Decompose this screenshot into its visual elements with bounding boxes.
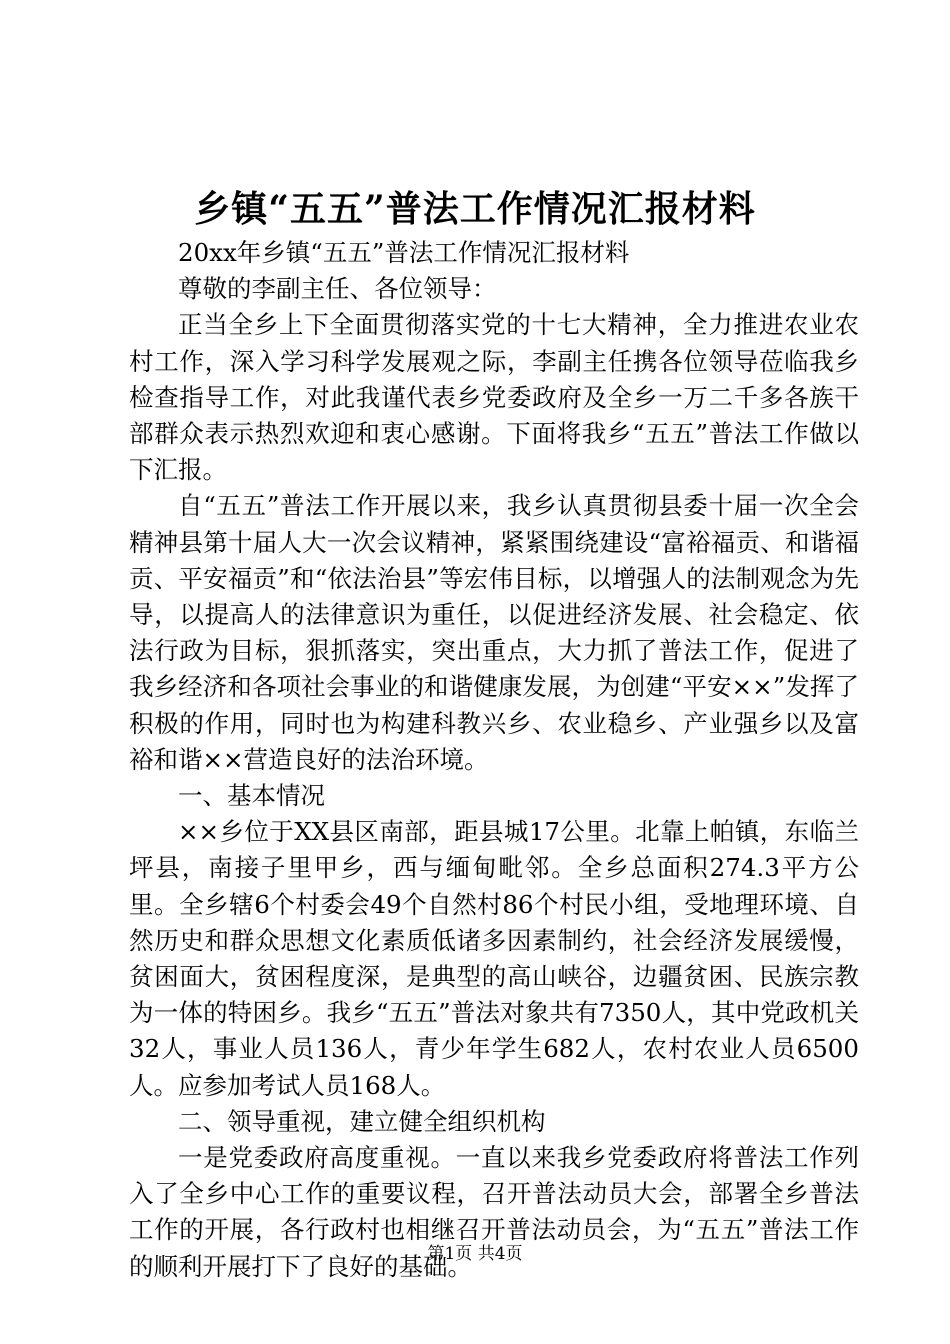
paragraph-intro: 正当全乡上下全面贯彻落实党的十七大精神，全力推进农业农村工作，深入学习科学发展观之际，李副主任携各位领导莅临我乡检查指导工作，对此我谨代表乡党委政府及全乡一万二千多各族干部群众表示热烈欢迎和衷心感谢。下面将我乡“五五”普法工作做以下汇报。 (129, 310, 859, 485)
section-heading-leadership: 二、领导重视，建立健全组织机构 (178, 1106, 546, 1136)
document-title: 乡镇“五五”普法工作情况汇报材料 (194, 188, 756, 230)
paragraph-overview: 自“五五”普法工作开展以来，我乡认真贯彻县委十届一次全会精神县第十届人大一次会议精神，紧紧围绕建设“富裕福贡、和谐福贡、平安福贡”和“依法治县”等宏伟目标，以增强人的法制观念为先导，以提高人的法律意识为重任，以促进经济发展、社会稳定、依法行政为目标，狠抓落实，突出重点，大力抓了普法工作，促进了我乡经济和各项社会事业的和谐健康发展，为创建“平安××”发挥了积极的作用，同时也为构建科教兴乡、农业稳乡、产业强乡以及富裕和谐××营造良好的法治环境。 (129, 491, 859, 774)
paragraph-basic-info: ××乡位于XX县区南部，距县城17公里。北靠上帕镇，东临兰坪县，南接子里甲乡，西与缅甸毗邻。全乡总面积274.3平方公里。全乡辖6个村委会49个自然村86个村民小组，受地理环境、自然历史和群众思想文化素质低诸多因素制约，社会经济发展缓慢，贫困面大，贫困程度深，是典型的高山峡谷，边疆贫困、民族宗教为一体的特困乡。我乡“五五”普法对象共有7350人，其中党政机关32人，事业人员136人，青少年学生682人，农村农业人员6500人。应参加考试人员168人。 (129, 817, 859, 1100)
document-body (129, 235, 859, 1285)
page-number-footer: 第1页 共4页 (427, 1244, 523, 1264)
paragraph-subtitle: 20xx年乡镇“五五”普法工作情况汇报材料 (178, 238, 630, 267)
paragraph-leadership: 一是党委政府高度重视。一直以来我乡党委政府将普法工作列入了全乡中心工作的重要议程，召开普法动员大会，部署全乡普法工作的开展，各行政村也相继召开普法动员会，为“五五”普法工作的顺利开展打下了良好的基础。 (129, 1143, 859, 1281)
section-heading-basic-info: 一、基本情况 (178, 781, 325, 811)
paragraph-salutation: 尊敬的李副主任、各位领导： (178, 274, 497, 304)
